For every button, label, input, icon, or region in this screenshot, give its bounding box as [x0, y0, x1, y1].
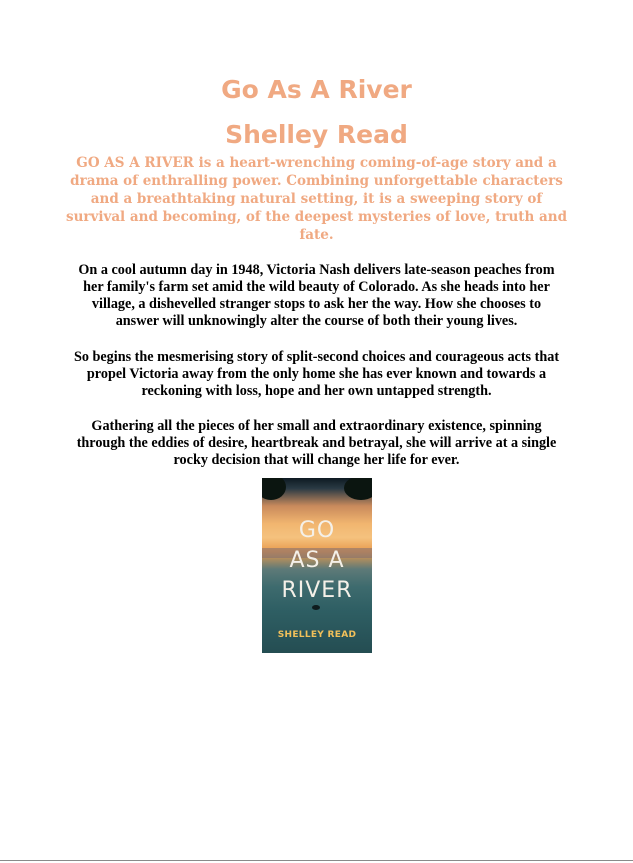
synopsis-paragraph-3: Gathering all the pieces of her small and extraordinary existence, spinning through the eddies of desire, heartbreak and betrayal, she will arrive at a single rocky decision that will change her life for ever.	[76, 418, 557, 468]
cover-title-line-1: GO	[298, 518, 336, 543]
cover-tree-right	[344, 478, 372, 500]
synopsis-paragraph-2: So begins the mesmerising story of split-second choices and courageous acts that propel Victoria away from the only home she has ever known and towards a reckoning with loss, hope and her own untapped strength.	[73, 349, 560, 399]
cover-author-name: SHELLEY READ	[277, 630, 357, 640]
page-bottom-rule	[0, 860, 633, 861]
book-blurb: GO AS A RIVER is a heart-wrenching coming-of-age story and a drama of enthralling power. Combining unforgettable characters and a breathtaking natural setting, it is a sweeping story of survival and becoming, of the deepest mysteries of love, truth and fate.	[65, 155, 568, 243]
book-cover-image	[262, 478, 372, 653]
book-title: Go As A River	[221, 75, 412, 104]
cover-swimmer	[312, 605, 320, 610]
book-author: Shelley Read	[225, 120, 408, 149]
cover-title-line-3: RIVER	[281, 578, 353, 603]
cover-tree-left	[262, 478, 286, 500]
cover-title-line-2: AS A	[289, 548, 345, 573]
synopsis-paragraph-1: On a cool autumn day in 1948, Victoria Nash delivers late-season peaches from her family's farm set amid the wild beauty of Colorado. As she heads into her village, a dishevelled stranger stops to ask her the way. How she chooses to answer will unknowingly alter the course of both their young lives.	[78, 262, 555, 329]
